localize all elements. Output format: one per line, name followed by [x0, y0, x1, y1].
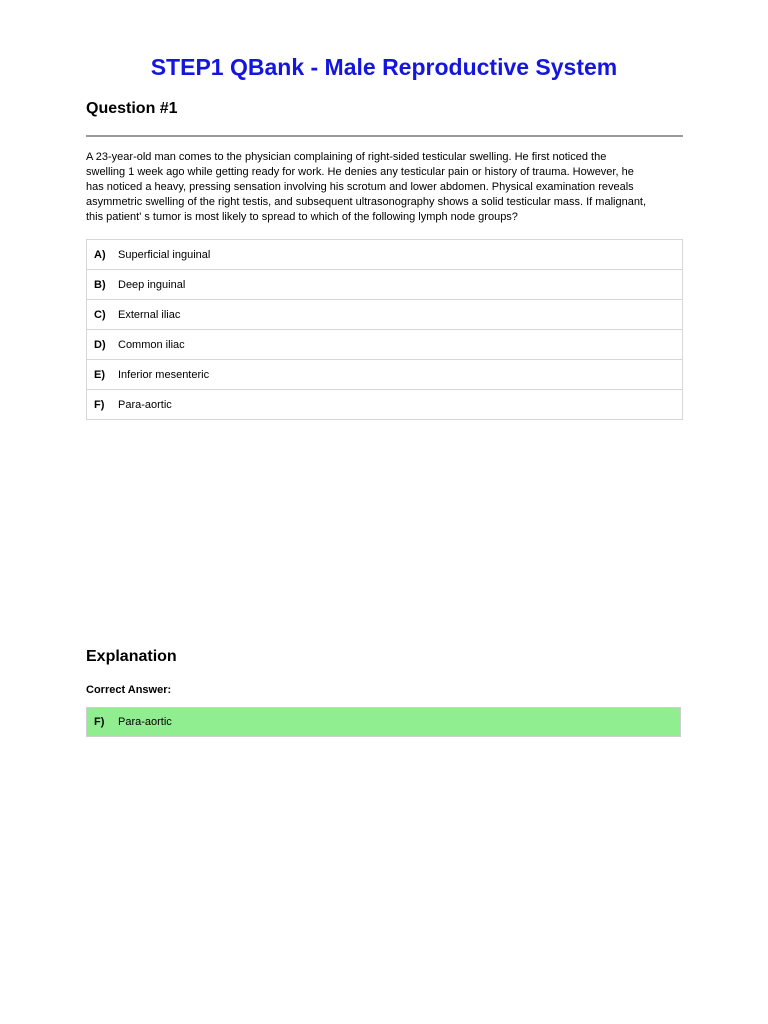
correct-answer-box — [86, 707, 681, 737]
choice-text: Para-aortic — [118, 398, 172, 411]
choice-text: External iliac — [118, 308, 181, 321]
choice-e[interactable] — [87, 360, 682, 390]
correct-answer-letter: F) — [94, 716, 105, 728]
choice-text: Superficial inguinal — [118, 248, 211, 261]
choice-text: Inferior mesenteric — [118, 368, 210, 381]
choice-text: Deep inguinal — [118, 278, 186, 291]
choice-a[interactable] — [87, 240, 682, 270]
choice-letter: D) — [94, 338, 106, 351]
choice-letter: A) — [94, 248, 106, 261]
choice-letter: E) — [94, 368, 105, 381]
choice-text: Common iliac — [118, 338, 185, 351]
choice-c[interactable] — [87, 300, 682, 330]
choice-f[interactable] — [87, 390, 682, 419]
correct-answer-label: Correct Answer: — [86, 684, 172, 696]
choice-letter: F) — [94, 398, 105, 411]
question-heading: Question #1 — [86, 100, 178, 117]
choice-letter: C) — [94, 308, 106, 321]
question-stem: A 23-year-old man comes to the physician complaining of right-sided testicular swelling. He first noticed the swelling 1 week ago while getting ready for work. He denies any testicular pain or history of trauma. However, he has noticed a heavy, pressing sensation involving his scrotum and lower abdomen. Physical examination reveals asymmetric swelling of the right testis, and subsequent ultrasonography shows a solid testicular mass. If malignant, this patient' s tumor is most likely to spread to which of the following lymph node groups? — [86, 151, 647, 223]
explanation-heading: Explanation — [86, 648, 177, 665]
choice-b[interactable] — [87, 270, 682, 300]
page-title: STEP1 QBank - Male Reproductive System — [150, 54, 618, 80]
choice-letter: B) — [94, 278, 106, 291]
choice-d[interactable] — [87, 330, 682, 360]
answer-choices — [86, 239, 683, 420]
correct-answer-text: Para-aortic — [118, 716, 172, 728]
divider — [86, 135, 683, 137]
